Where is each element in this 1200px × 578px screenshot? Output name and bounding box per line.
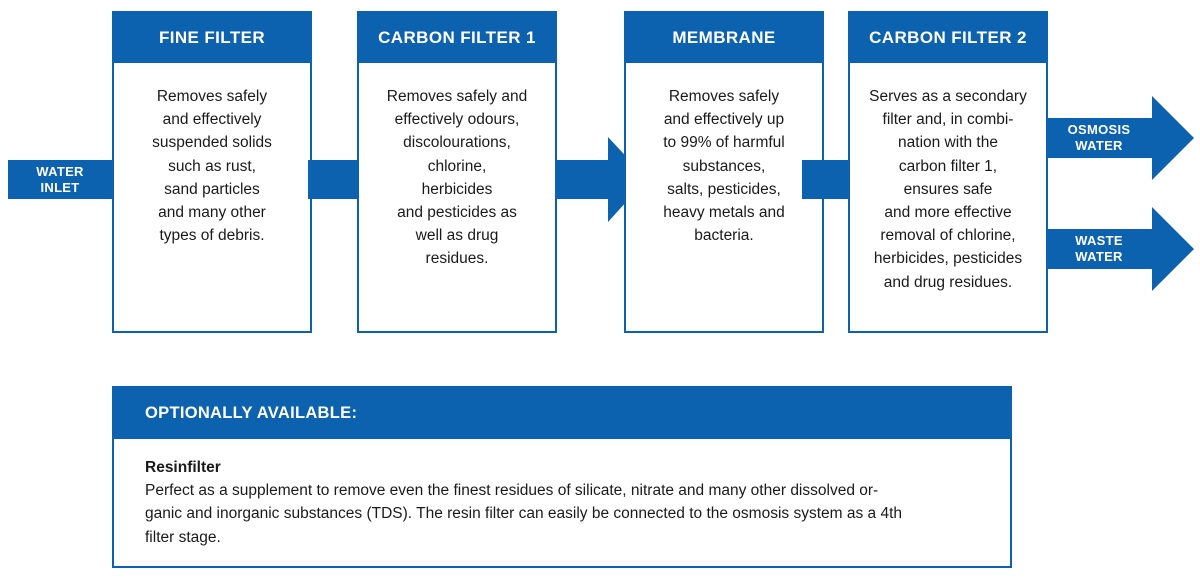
description-line: heavy metals and [663, 204, 785, 222]
optional-line: ganic and inorganic substances (TDS). The resin filter can easily be connected to the osmosis system as a 4th [145, 505, 903, 523]
stage-membrane [624, 11, 824, 333]
optional-panel [112, 386, 1012, 568]
description-line: and pesticides as [397, 204, 517, 222]
description-line: and more effective [884, 204, 1012, 222]
stage-description [359, 63, 555, 271]
description-line: such as rust, [168, 157, 256, 175]
description-line: bacteria. [694, 227, 754, 245]
description-line: and many other [158, 204, 266, 222]
inlet-label-line-1: WATER [36, 164, 84, 179]
osmosis-label [1046, 122, 1152, 154]
description-line: suspended solids [152, 134, 272, 152]
description-line: residues. [425, 250, 489, 268]
optional-line: filter stage. [145, 528, 221, 546]
stage-description [626, 63, 822, 247]
description-line: and drug residues. [883, 273, 1013, 291]
stage-fine-filter [112, 11, 312, 333]
description-line: chlorine, [427, 157, 487, 175]
stage-carbon-filter-1 [357, 11, 557, 333]
optional-line: Perfect as a supplement to remove even the finest residues of silicate, nitrate and many other dissolved or- [145, 482, 879, 500]
stage-title: FINE FILTER [114, 13, 310, 63]
description-line: filter and, in combi- [882, 111, 1014, 129]
inlet-label [8, 164, 112, 196]
osmosis-label-line-1: OSMOSIS [1067, 122, 1131, 137]
description-line: discolourations, [403, 134, 511, 152]
description-line: removal of chlorine, [880, 227, 1016, 245]
description-line: substances, [682, 157, 766, 175]
description-line: types of debris. [159, 227, 265, 245]
description-line: Serves as a secondary [869, 88, 1027, 105]
osmosis-water-arrow [1046, 96, 1194, 180]
waste-label-line-1: WASTE [1075, 233, 1123, 248]
description-line: Removes safely and [386, 88, 528, 105]
stage-description [850, 63, 1046, 294]
inlet-label-line-2: INLET [40, 180, 80, 195]
stage-carbon-filter-2 [848, 11, 1048, 333]
optional-title: Resinfilter [145, 459, 221, 476]
description-line: well as drug [415, 227, 499, 245]
description-line: carbon filter 1, [898, 157, 998, 175]
stage-title: CARBON FILTER 2 [850, 13, 1046, 63]
osmosis-label-line-2: WATER [1075, 138, 1123, 153]
waste-label [1046, 233, 1152, 265]
description-line: effectively odours, [394, 111, 520, 129]
description-line: herbicides [421, 180, 493, 198]
stage-title: MEMBRANE [626, 13, 822, 63]
description-line: and effectively up [663, 111, 785, 129]
description-line: sand particles [164, 180, 260, 198]
description-line: salts, pesticides, [667, 180, 781, 198]
stage-title: CARBON FILTER 1 [359, 13, 555, 63]
description-line: herbicides, pesticides [873, 250, 1023, 268]
stage-description [114, 63, 310, 247]
description-line: Removes safely [668, 88, 780, 105]
description-line: and effectively [162, 111, 262, 129]
optional-body [114, 439, 1010, 549]
optional-header: OPTIONALLY AVAILABLE: [114, 388, 1010, 439]
description-line: Removes safely [156, 88, 268, 105]
waste-water-arrow [1046, 207, 1194, 291]
waste-label-line-2: WATER [1075, 249, 1123, 264]
description-line: ensures safe [903, 180, 993, 198]
description-line: to 99% of harmful [663, 134, 785, 152]
description-line: nation with the [898, 134, 998, 152]
